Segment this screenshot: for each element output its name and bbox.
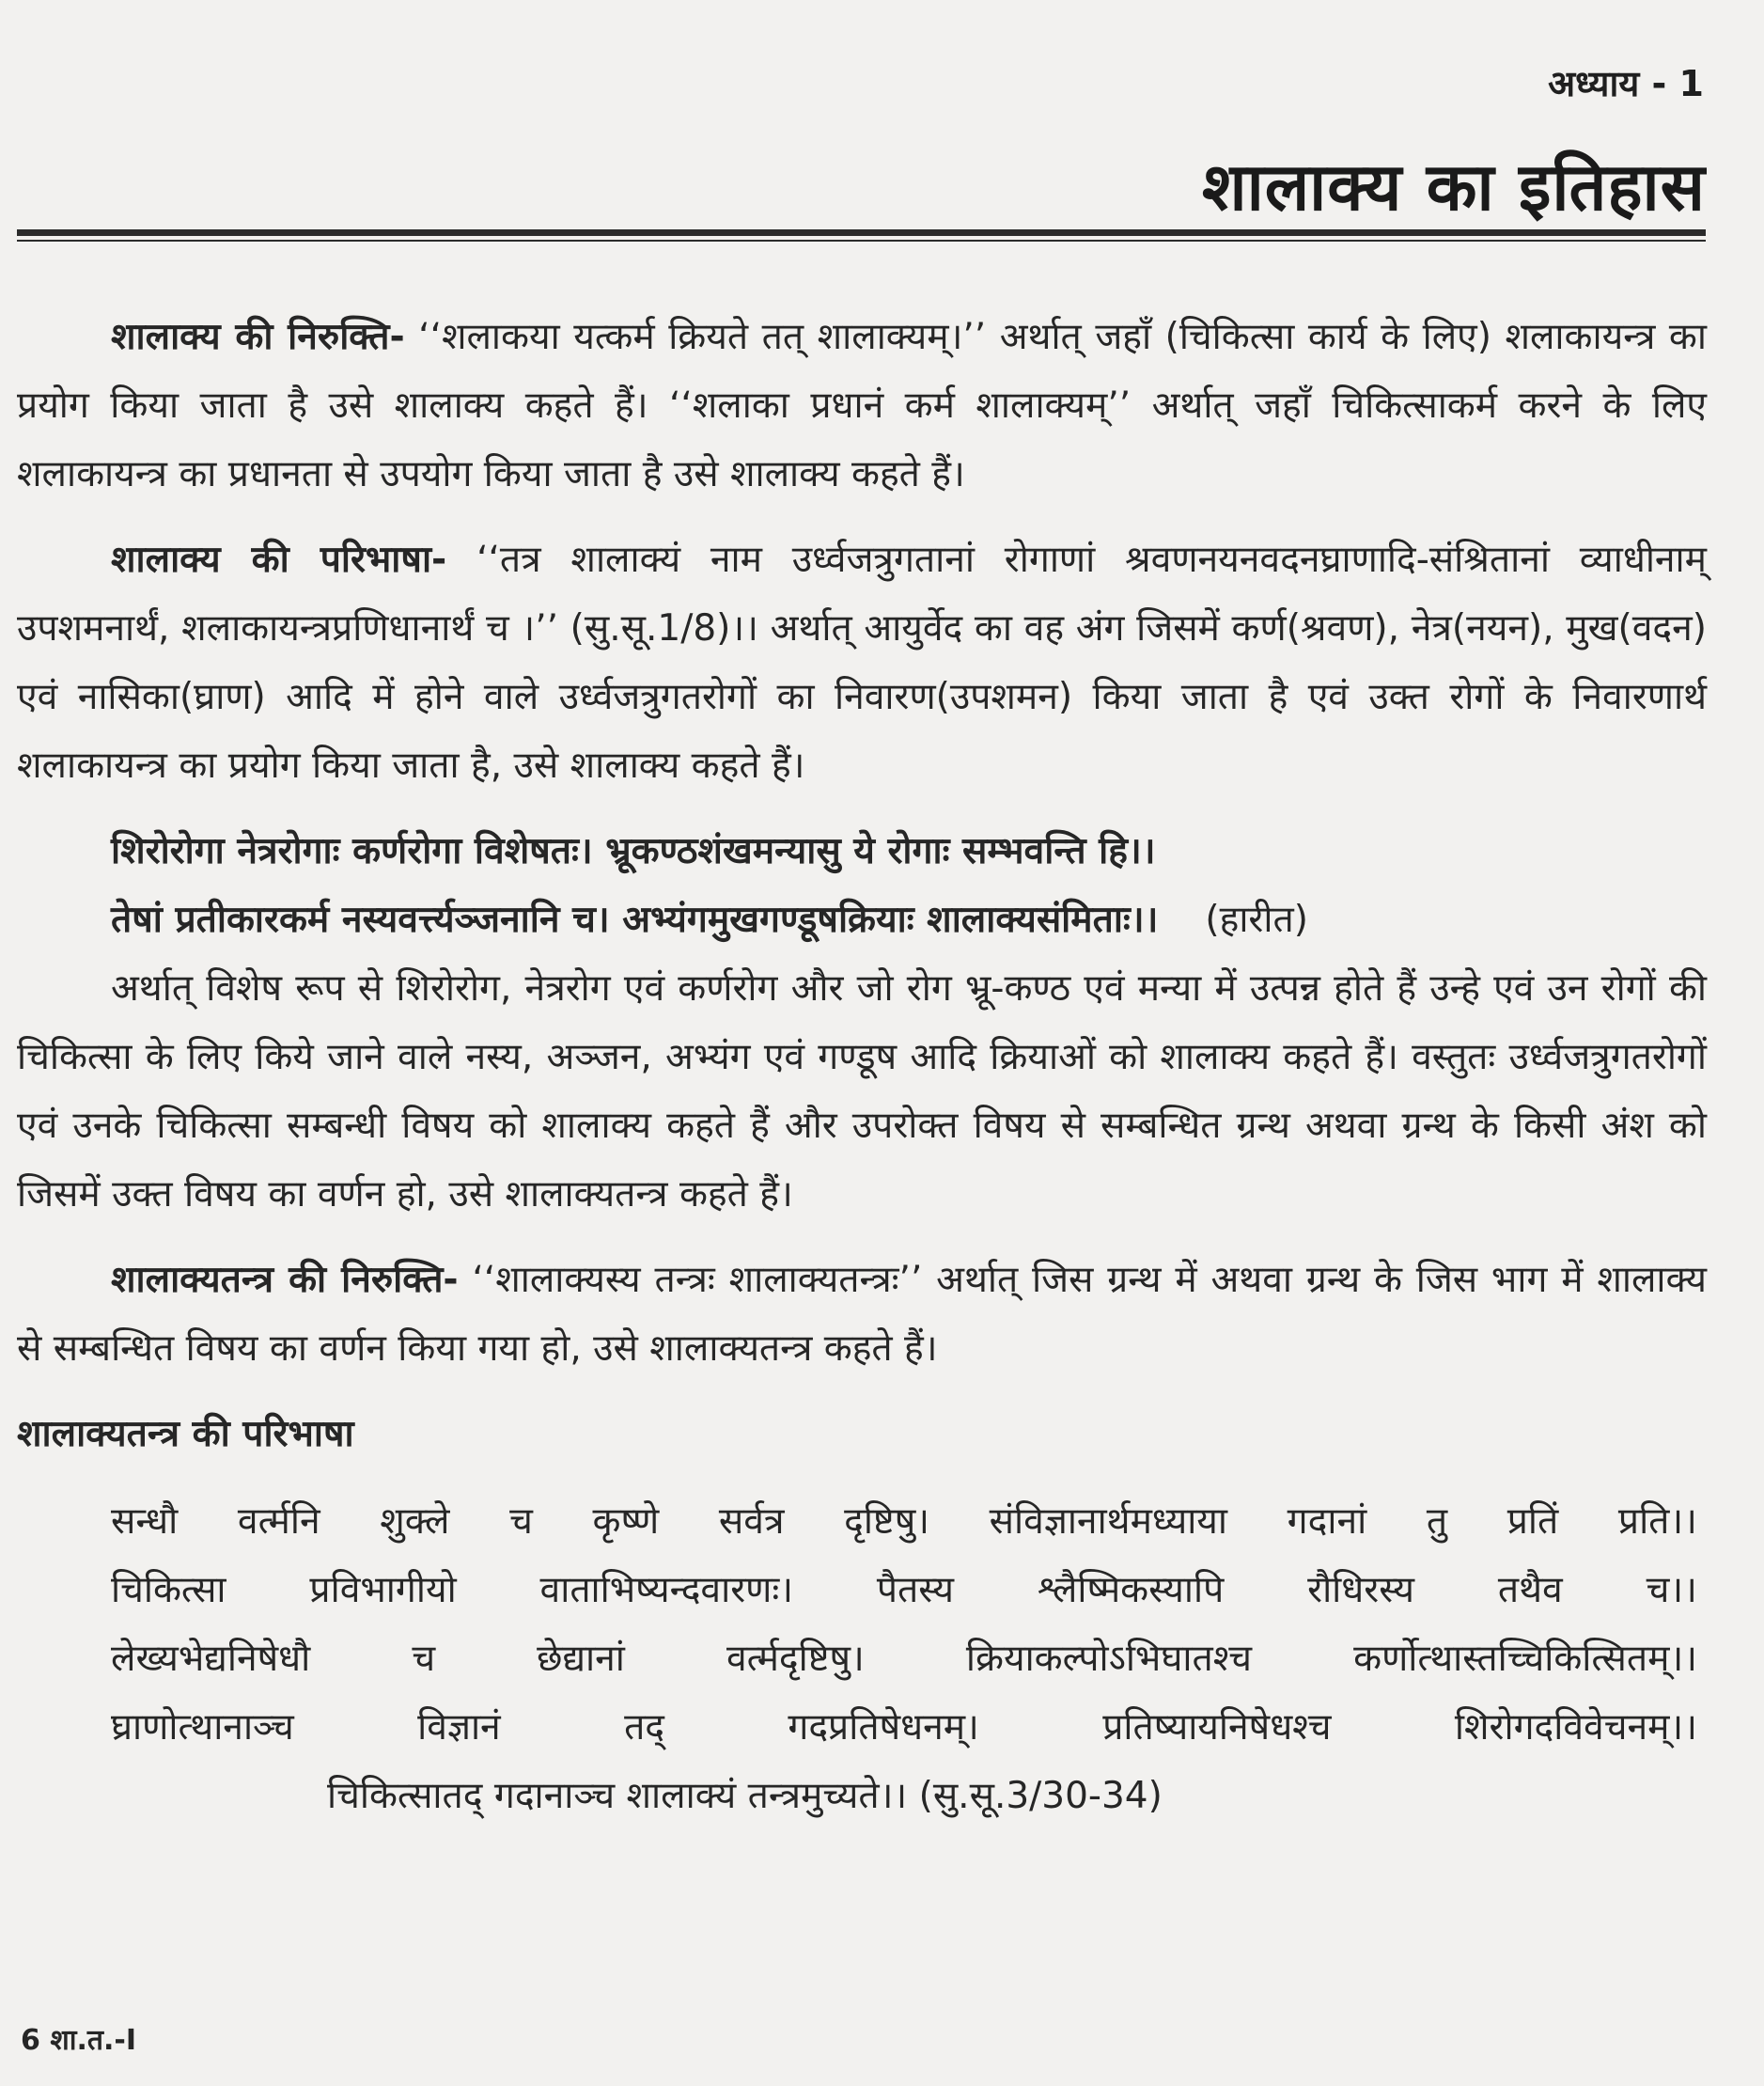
sutra-line-3 — [111, 1624, 1707, 1693]
sutra-word: च।। — [1646, 1569, 1697, 1611]
sutra-word: गदप्रतिषेधनम्। — [788, 1706, 979, 1749]
sutra-word: च — [509, 1500, 533, 1543]
sutra-block — [17, 1487, 1707, 1830]
sutra-word: च — [412, 1638, 436, 1680]
sutra-word: वर्त्मदृष्टिषु। — [726, 1638, 865, 1680]
title-rule-thin — [17, 240, 1706, 242]
sutra-word: वर्त्मनि — [237, 1500, 320, 1543]
text-tantra-nirukti: ‘‘शालाक्यस्य तन्त्रः शालाक्यतन्त्रः’’ अर्थात् जिस ग्रन्थ में अथवा ग्रन्थ के जिस भाग में शालाक्य से सम्बन्धित विषय का वर्णन किया गया हो, उसे शालाक्यतन्त्र कहते हैं। — [17, 1259, 1707, 1370]
sutra-word: तु — [1426, 1500, 1448, 1543]
sutra-word: संविज्ञानार्थमध्याया — [989, 1500, 1228, 1543]
title-rule-thick — [17, 229, 1706, 236]
sutra-word: चिकित्सा — [111, 1569, 226, 1611]
verse-line-1: शिरोरोगा नेत्ररोगाः कर्णरोगा विशेषतः। भ्रूकण्ठशंखमन्यासु ये रोगाः सम्भवन्ति हि।। — [111, 830, 1156, 872]
sutra-line-4 — [111, 1693, 1707, 1762]
verse-line-2-text: तेषां प्रतीकारकर्म नस्यवर्त्त्यञ्जनानि च। अभ्यंगमुखगण्डूषक्रियाः शालाक्यसंमिताः।। — [111, 899, 1159, 941]
sutra-word: दृष्टिषु। — [844, 1500, 930, 1543]
sutra-line-1 — [111, 1487, 1707, 1556]
heading-tantra-paribhasha: शालाक्यतन्त्र की परिभाषा — [17, 1413, 354, 1455]
verse-line-2 — [111, 886, 1707, 954]
text-paribhasha: ‘‘तत्र शालाक्यं नाम उर्ध्वजत्रुगतानां रोगाणां श्रवणनयनवदनघ्राणादि-संश्रितानां व्याधीनाम् उपशमनार्थं, शलाकायन्त्रप्रणिधानार्थं च ।’’ (सु.सू.1/8)।। अर्थात् आयुर्वेद का वह अंग जिसमें कर्ण(श्रवण), नेत्र(नयन), मुख(वदन) एवं नासिका(घ्राण) आदि में होने वाले उर्ध्वजत्रुगतरोगों का निवारण(उपशमन) किया जाता है एवं उक्त रोगों के निवारणार्थ शलाकायन्त्र का प्रयोग किया जाता है, उसे शालाक्य कहते हैं। — [17, 539, 1707, 787]
term-nirukti: शालाक्य की निरुक्ति- — [111, 316, 405, 358]
sutra-line-2 — [111, 1556, 1707, 1624]
sutra-word: गदानां — [1287, 1500, 1367, 1543]
sutra-word: श्लैष्मिकस्यापि — [1037, 1569, 1225, 1611]
sutra-word: प्रविभागीयो — [309, 1569, 457, 1611]
sutra-word: सर्वत्र — [718, 1500, 785, 1543]
text-nirukti: ‘‘शलाकया यत्कर्म क्रियते तत् शालाक्यम्।’’ अर्थात् जहाँ (चिकित्सा कार्य के लिए) शलाकायन्त्र का प्रयोग किया जाता है उसे शालाक्य कहते हैं। ‘‘शलाका प्रधानं कर्म शालाक्यम्’’ अर्थात् जहाँ चिकित्साकर्म करने के लिए शलाकायन्त्र का प्रधानता से उपयोग किया जाता है उसे शालाक्य कहते हैं। — [17, 316, 1707, 495]
sutra-last-line — [111, 1762, 1707, 1830]
sutra-word: तथैव — [1497, 1569, 1563, 1611]
sutra-word: शिरोगदविवेचनम्।। — [1454, 1706, 1697, 1749]
sutra-last-text: चिकित्सातद् गदानाञ्च शालाक्यं तन्त्रमुच्यते।। — [327, 1775, 908, 1817]
sutra-word: रौधिरस्य — [1307, 1569, 1415, 1611]
verse-block-harita — [17, 817, 1707, 954]
paragraph-tantra-nirukti — [17, 1246, 1707, 1383]
sutra-word: प्रतिष्यायनिषेधश्च — [1102, 1706, 1332, 1749]
paragraph-explanation: अर्थात् विशेष रूप से शिरोरोग, नेत्ररोग एवं कर्णरोग और जो रोग भ्रू-कण्ठ एवं मन्या में उत्पन्न होते हैं उन्हे एवं उन रोगों की चिकित्सा के लिए किये जाने वाले नस्य, अञ्जन, अभ्यंग एवं गण्डूष आदि क्रियाओं को शालाक्य कहते हैं। वस्तुतः उर्ध्वजत्रुगतरोगों एवं उनके चिकित्सा सम्बन्धी विषय को शालाक्य कहते हैं और उपरोक्त विषय से सम्बन्धित ग्रन्थ अथवा ग्रन्थ के किसी अंश को जिसमें उक्त विषय का वर्णन हो, उसे शालाक्यतन्त्र कहते हैं। — [17, 967, 1707, 1216]
sutra-word: पैतस्य — [876, 1569, 955, 1611]
sutra-source: (सु.सू.3/30-34) — [907, 1775, 1163, 1817]
sutra-word: विज्ञानं — [417, 1706, 501, 1749]
paragraph-nirukti — [17, 303, 1707, 509]
sutra-word: तद् — [624, 1706, 665, 1749]
page-title: शालाक्य का इतिहास — [1201, 149, 1706, 226]
paragraph-paribhasha — [17, 525, 1707, 800]
sutra-word: कृष्णे — [592, 1500, 660, 1543]
verse-source: (हारीत) — [1205, 899, 1308, 941]
sutra-word: छेद्यानां — [537, 1638, 625, 1680]
sutra-word: लेख्यभेद्यनिषेधौ — [111, 1638, 311, 1680]
term-tantra-nirukti: शालाक्यतन्त्र की निरुक्ति- — [111, 1259, 459, 1301]
sutra-word: शुक्ले — [380, 1500, 450, 1543]
term-paribhasha: शालाक्य की परिभाषा- — [111, 539, 447, 581]
sutra-word: वाताभिष्यन्दवारणः। — [539, 1569, 793, 1611]
body-text — [17, 303, 1707, 1830]
sutra-word: कर्णोत्थास्तच्चिकित्सितम्।। — [1353, 1638, 1697, 1680]
sutra-word: प्रति।। — [1617, 1500, 1697, 1543]
sutra-word: घ्राणोत्थानाञ्च — [111, 1706, 294, 1749]
sutra-word: सन्धौ — [111, 1500, 179, 1543]
chapter-label: अध्याय - 1 — [1548, 63, 1704, 104]
sutra-word: प्रतिं — [1506, 1500, 1559, 1543]
sutra-word: क्रियाकल्पोऽभिघातश्च — [965, 1638, 1253, 1680]
footer-page-code: 6 शा.त.-I — [21, 2024, 136, 2057]
